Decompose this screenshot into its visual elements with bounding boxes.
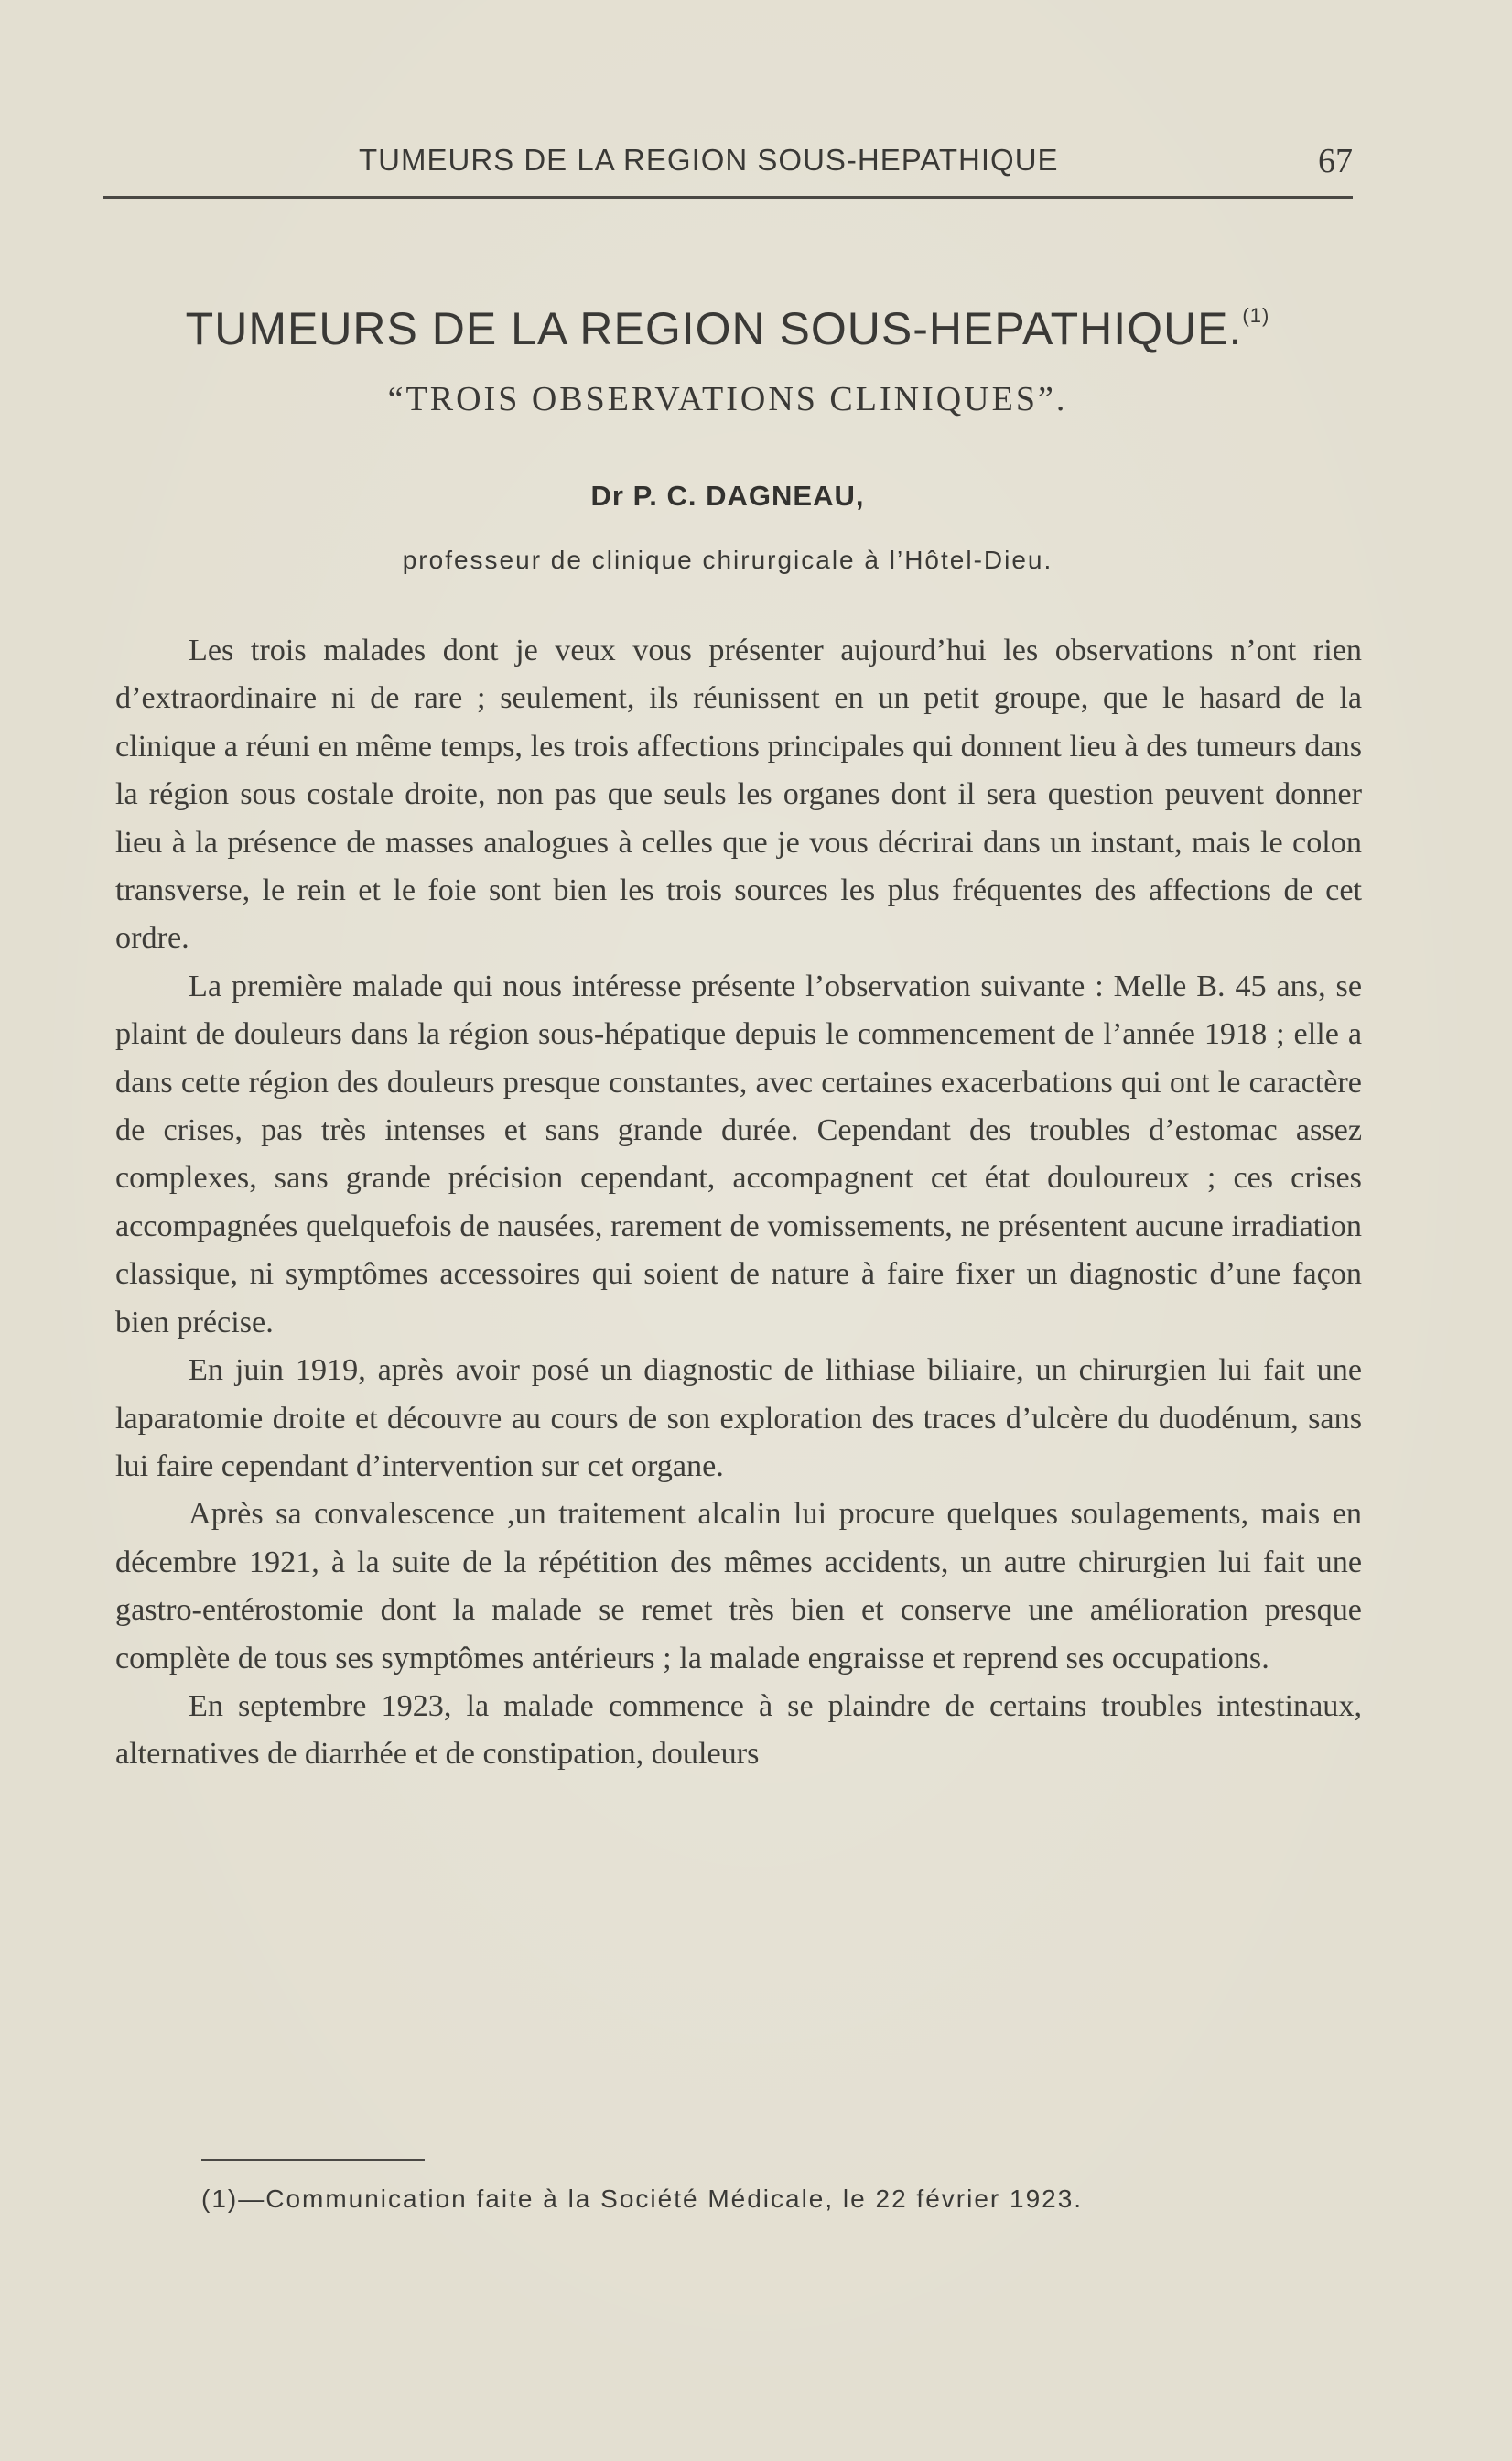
article-body (115, 627, 1362, 1779)
body-paragraph: Les trois malades dont je veux vous présenter aujourd’hui les observations n’ont rien d’extraordinaire ni de rare ; seulement, ils réunissent en un petit groupe, que le hasard de la clinique a réuni en même temps, les trois affections principales qui donnent lieu à des tumeurs dans la région sous costale droite, non pas que seuls les organes dont il sera question peuvent donner lieu à la présence de masses analogues à celles que je vous décrirai dans un instant, mais le colon transverse, le rein et le foie sont bien les trois sources les plus fréquentes des affections de cet ordre. (115, 634, 1362, 956)
body-paragraph: En septembre 1923, la malade commence à se plaindre de certains troubles intestinaux, alternatives de diarrhée et de constipation, douleurs (115, 1688, 1362, 1772)
title-footnote-marker: (1) (1242, 304, 1270, 327)
body-paragraph: La première malade qui nous intéresse présente l’observation suivante : Melle B. 45 ans, se plaint de douleurs dans la région sous-hépatique depuis le commencement de l’année 1918 ; elle a dans cette région des douleurs presque constantes, avec certaines exacerbations qui ont le caractère de crises, pas très intenses et sans grande durée. Cependant des troubles d’estomac assez complexes, sans grande précision cependant, accompagnent cet état douloureux ; ces crises accompagnées quelquefois de nausées, rarement de vomissements, ne présentent aucune irradiation classique, ni symptômes accessoires qui soient de nature à faire fixer un diagnostic d’une façon bien précise. (115, 969, 1362, 1339)
page-number: 67 (1318, 142, 1353, 180)
running-head (103, 137, 1353, 192)
author-affiliation: professeur de clinique chirurgicale à l’Hôtel-Dieu. (402, 546, 1053, 574)
body-paragraph: En juin 1919, après avoir posé un diagnostic de lithiase biliaire, un chirurgien lui fait une laparatomie droite et découvre au cours de son exploration des traces d’ulcère du duodénum, sans lui faire cependant d’intervention sur cet organe. (115, 1353, 1362, 1483)
footnote: (1)—Communication faite à la Société Médicale, le 22 février 1923. (201, 2185, 1084, 2213)
article-subtitle: “TROIS OBSERVATIONS CLINIQUES”. (387, 380, 1068, 418)
running-head-title: TUMEURS DE LA REGION SOUS-HEPATHIQUE (359, 143, 1059, 177)
header-rule (103, 196, 1353, 199)
footnote-rule (201, 2159, 425, 2161)
article-title (103, 302, 1353, 355)
article-title-text: TUMEURS DE LA REGION SOUS-HEPATHIQUE. (185, 303, 1243, 354)
article-author: Dr P. C. DAGNEAU, (590, 480, 865, 512)
body-paragraph: Après sa convalescence ,un traitement alcalin lui procure quelques soulagements, mais en décembre 1921, à la suite de la répétition des mêmes accidents, un autre chirurgien lui fait une gastro-entérostomie dont la malade se remet très bien et conserve une amélioration presque complète de tous ses symptômes antérieurs ; la malade engraisse et reprend ses occupations. (115, 1497, 1362, 1675)
